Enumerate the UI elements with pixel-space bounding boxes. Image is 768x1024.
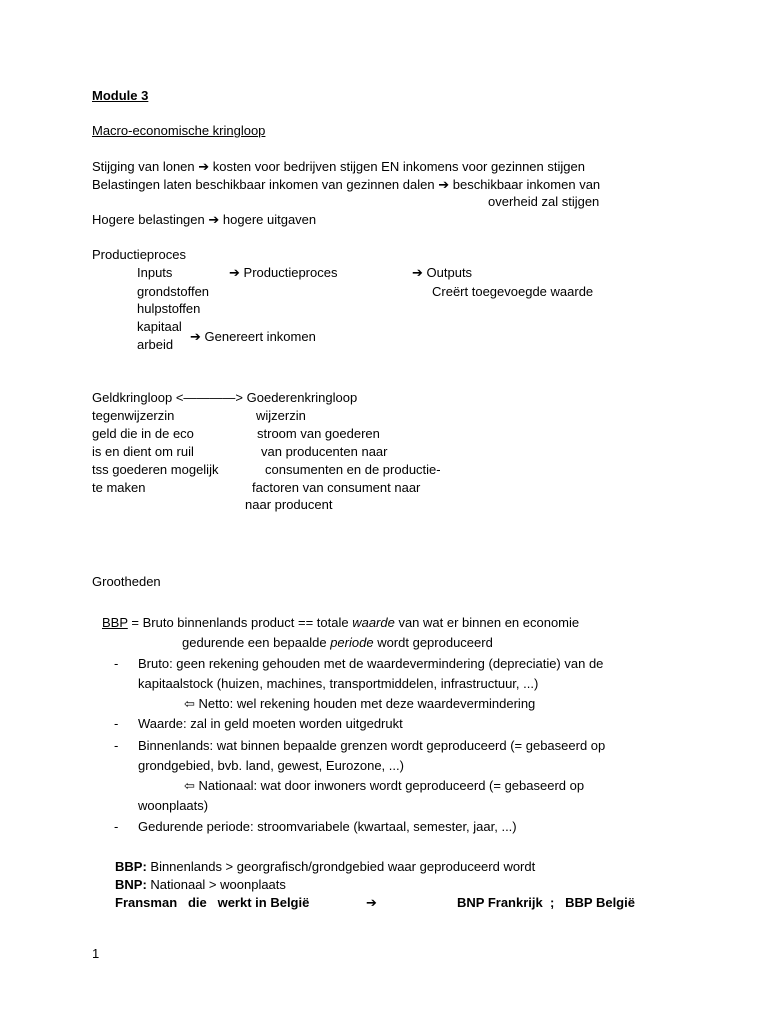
hollow-left-arrow-icon: ⇦ [184, 696, 195, 711]
kringloop-left-line: is en dient om ruil [92, 444, 194, 459]
bbp-def-waarde: waarde [352, 615, 395, 630]
bbp-abbr: BBP [102, 615, 128, 630]
bullet-periode: Gedurende periode: stroomvariabele (kwartaal, semester, jaar, ...) [138, 819, 517, 834]
right-arrow-icon: ➔ [190, 329, 201, 344]
text-overheid: overheid zal stijgen [488, 194, 600, 209]
productie-outputs-label [412, 264, 472, 281]
kringloop-right-line: consumenten en de productie- [265, 462, 441, 477]
kringloop-left-line: te maken [92, 480, 146, 495]
netto-line [184, 695, 535, 712]
input-item: arbeid [137, 337, 174, 352]
text-lonen: Stijging van lonen [92, 159, 195, 174]
right-arrow-icon: ➔ [412, 265, 423, 280]
productie-outputs: Outputs [426, 265, 473, 280]
bbp-summary-text: Binnenlands > georgrafisch/grondgebied waar geproduceerd wordt [146, 859, 536, 874]
right-arrow-icon: ➔ [438, 177, 450, 192]
productie-title: Productieproces [92, 247, 186, 262]
productie-inputs: Inputs [137, 265, 173, 280]
text-line-lonen [92, 158, 585, 175]
kringloop-left-line: geld die in de eco [92, 426, 194, 441]
bullet-binnenlands-cont: grondgebied, bvb. land, gewest, Eurozone, ...) [138, 758, 404, 773]
bnp-summary-text: Nationaal > woonplaats [146, 877, 286, 892]
input-item: kapitaal [137, 319, 182, 334]
kringloop-right-line: factoren van consument naar [252, 480, 421, 495]
example-fransman: Fransman die werkt in België [115, 895, 310, 910]
kringloop-right-line: naar producent [245, 497, 333, 512]
kringloop-right-line: stroom van goederen [257, 426, 380, 441]
text-line-hogere [92, 211, 316, 228]
bullet-waarde: Waarde: zal in geld moeten worden uitgedrukt [138, 716, 403, 731]
bullet-bruto-cont: kapitaalstock (huizen, machines, transportmiddelen, infrastructuur, ...) [138, 676, 539, 691]
grootheden-title: Grootheden [92, 574, 161, 589]
kringloop-right-line: van producenten naar [261, 444, 388, 459]
kringloop-left-line: tegenwijzerzin [92, 408, 175, 423]
bullet-dash: - [114, 716, 119, 731]
bullet-bruto: Bruto: geen rekening gehouden met de waardevermindering (depreciatie) van de [138, 656, 604, 671]
kringloop-left-line: tss goederen mogelijk [92, 462, 219, 477]
right-arrow-icon: ➔ [229, 265, 240, 280]
bbp-definition-2 [182, 634, 493, 651]
section-title-kringloop: Macro-economische kringloop [92, 123, 266, 138]
productie-income: Genereert inkomen [204, 329, 316, 344]
right-arrow-icon: ➔ [366, 895, 377, 910]
bullet-dash: - [114, 819, 119, 834]
bbp-def2-b: wordt geproduceerd [373, 635, 493, 650]
productie-value-added: Creërt toegevoegde waarde [432, 284, 594, 299]
bbp-def2-periode: periode [330, 635, 374, 650]
bbp-def2-a: gedurende een bepaalde [182, 635, 331, 650]
bnp-summary-label: BNP: [115, 877, 147, 892]
bullet-dash: - [114, 738, 119, 753]
bullet-dash: - [114, 656, 119, 671]
hollow-left-arrow-icon: ⇦ [184, 778, 195, 793]
productie-income-label [190, 328, 316, 345]
right-arrow-icon: ➔ [198, 159, 210, 174]
bnp-summary [115, 876, 286, 893]
kringloop-header: Geldkringloop <————> Goederenkringloop [92, 390, 358, 405]
bbp-summary-label: BBP: [115, 859, 147, 874]
netto-text: Netto: wel rekening houden met deze waardevermindering [198, 696, 536, 711]
nationaal-text: Nationaal: wat door inwoners wordt geproduceerd (= gebaseerd op [198, 778, 585, 793]
right-arrow-icon: ➔ [208, 212, 220, 227]
text-hogere-belastingen: Hogere belastingen [92, 212, 205, 227]
input-item: hulpstoffen [137, 301, 201, 316]
text-hogere-uitgaven: hogere uitgaven [222, 212, 317, 227]
bullet-binnenlands: Binnenlands: wat binnen bepaalde grenzen wordt geproduceerd (= gebaseerd op [138, 738, 606, 753]
bbp-def-a: = Bruto binnenlands product == totale [127, 615, 353, 630]
productie-process: Productieproces [243, 265, 338, 280]
text-belastingen: Belastingen laten beschikbaar inkomen van gezinnen dalen [92, 177, 435, 192]
input-item: grondstoffen [137, 284, 210, 299]
bbp-definition [102, 614, 579, 631]
module-heading: Module 3 [92, 88, 149, 103]
nationaal-line [184, 777, 584, 794]
text-line-belastingen [92, 176, 600, 193]
page-number: 1 [92, 946, 100, 961]
bbp-summary [115, 858, 535, 875]
kringloop-right-line: wijzerzin [256, 408, 306, 423]
text-beschikbaar: beschikbaar inkomen van [452, 177, 601, 192]
text-kosten: kosten voor bedrijven stijgen EN inkomens voor gezinnen stijgen [212, 159, 585, 174]
example-result: BNP Frankrijk ; BBP België [457, 895, 635, 910]
bbp-def-b: van wat er binnen en economie [394, 615, 580, 630]
productie-process-label [229, 264, 337, 281]
nationaal-cont: woonplaats) [138, 798, 209, 813]
